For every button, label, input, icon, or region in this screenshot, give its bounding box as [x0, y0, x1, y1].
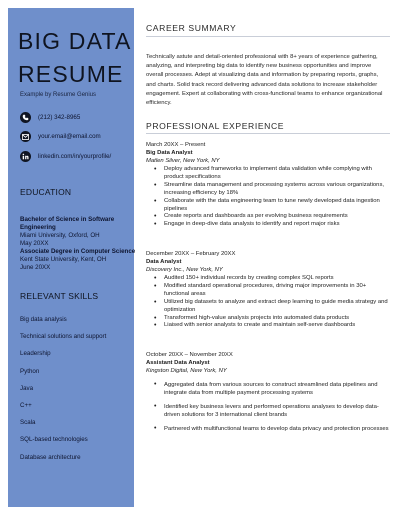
phone-text: (212) 342-8965 — [38, 114, 81, 121]
contact-linkedin — [20, 151, 111, 162]
job-bullets — [146, 381, 390, 433]
career-summary-heading: CAREER SUMMARY — [146, 23, 237, 33]
job-entry — [146, 141, 390, 229]
phone-icon — [20, 112, 31, 123]
email-link[interactable]: your.email@email.com — [38, 133, 101, 140]
linkedin-icon — [20, 151, 31, 162]
section-divider — [146, 133, 390, 134]
experience-heading: PROFESSIONAL EXPERIENCE — [146, 121, 285, 131]
name-line-1: BIG DATA — [18, 28, 132, 54]
skill-item: Scala — [20, 419, 36, 427]
job-bullet: • Partnered with multifunctional teams to develop data privacy and protection processes — [164, 425, 390, 433]
education-date: May 20XX — [20, 240, 49, 247]
education-list — [20, 216, 136, 272]
skill-item: Big data analysis — [20, 316, 67, 323]
career-summary-text: Technically astute and detail-oriented professional with 8+ years of experience gathering, analyzing, and interpreting big data to identify new business opportunities and improve overall processes. Adept at visualizing data and information by preparing reports, graphs, and charts. Solid track record delivering advanced data solutions to increase stakeholder engagement. Expert at collaborating with cross-functional teams to enhance organizational efficiency. — [146, 54, 383, 107]
skills-list — [20, 316, 136, 471]
job-bullet: • Identified key business levers and performed operations analyses to develop data-driven solutions for 3 international client brands — [164, 403, 390, 420]
skill-item: Java — [20, 384, 34, 392]
education-degree: Bachelor of Science in Software Engineering — [20, 216, 115, 231]
skills-heading: RELEVANT SKILLS — [20, 291, 99, 301]
skill-item: Technical solutions and support — [20, 333, 107, 341]
sidebar — [8, 8, 134, 507]
skill-item: Python — [20, 367, 40, 375]
email-icon — [20, 131, 31, 142]
skill-item: SQL-based technologies — [20, 436, 88, 444]
job-bullet: • Collaborate with the data engineering team to tune newly developed data ingestion pipelines — [164, 198, 390, 214]
education-date: June 20XX — [20, 264, 51, 271]
job-bullet: • Liaised with senior analysts to create and maintain self-serve dashboards — [164, 322, 390, 330]
contact-phone — [20, 112, 80, 123]
skill-item: Leadership — [20, 350, 51, 358]
job-bullets — [146, 275, 390, 330]
skill-item: C++ — [20, 401, 32, 409]
name-line-2: RESUME — [18, 61, 124, 87]
job-title: Data Analyst — [146, 259, 182, 265]
skill-item: Database architecture — [20, 453, 81, 461]
section-divider — [146, 36, 390, 37]
job-entry — [146, 250, 390, 330]
job-title: Assistant Data Analyst — [146, 360, 210, 366]
education-degree: Associate Degree in Computer Science — [20, 248, 136, 255]
job-bullet: • Engage in deep-dive data analysis to identify and report major risks — [164, 221, 390, 229]
job-company: Kingston Digital, New York, NY — [146, 368, 227, 374]
contact-email — [20, 131, 101, 142]
job-dates: October 20XX – November 20XX — [146, 352, 233, 358]
job-bullet: • Transformed high-value analysis projects into automated data products — [164, 315, 390, 323]
job-dates: December 20XX – February 20XX — [146, 251, 236, 257]
job-bullet: • Utilized big datasets to analyze and extract deep learning to guide media strategy and optimization — [164, 299, 390, 315]
byline: Example by Resume Genius — [20, 92, 97, 98]
education-school: Miami University, Oxford, OH — [20, 232, 100, 239]
job-bullet: • Streamline data management and processing systems across various organizations, increasing efficiency by 18% — [164, 182, 390, 198]
job-dates: March 20XX – Present — [146, 142, 206, 148]
job-bullet: • Modified standard operational procedures, driving major improvements in 30+ functional areas — [164, 283, 390, 299]
job-title: Big Data Analyst — [146, 150, 193, 156]
job-bullet: • Create reports and dashboards as per evolving business requirements — [164, 213, 390, 221]
job-bullet: • Deploy advanced frameworks to implement data validation while complying with product specifications — [164, 166, 390, 182]
job-bullet: • Audited 150+ individual records by creating complex SQL reports — [164, 275, 390, 283]
job-company: Discovery Inc., New York, NY — [146, 267, 223, 273]
job-company: Matlen Silver, New York, NY — [146, 158, 220, 164]
linkedin-link[interactable]: linkedin.com/in/yourprofile/ — [38, 153, 112, 160]
job-bullet: • Aggregated data from various sources to construct streamlined data pipelines and integrate data from multiple payment processing systems — [164, 381, 390, 398]
job-entry — [146, 351, 390, 438]
education-school: Kent State University, Kent, OH — [20, 256, 107, 263]
job-bullets — [146, 166, 390, 229]
resume-name — [18, 28, 136, 87]
education-heading: EDUCATION — [20, 187, 72, 197]
